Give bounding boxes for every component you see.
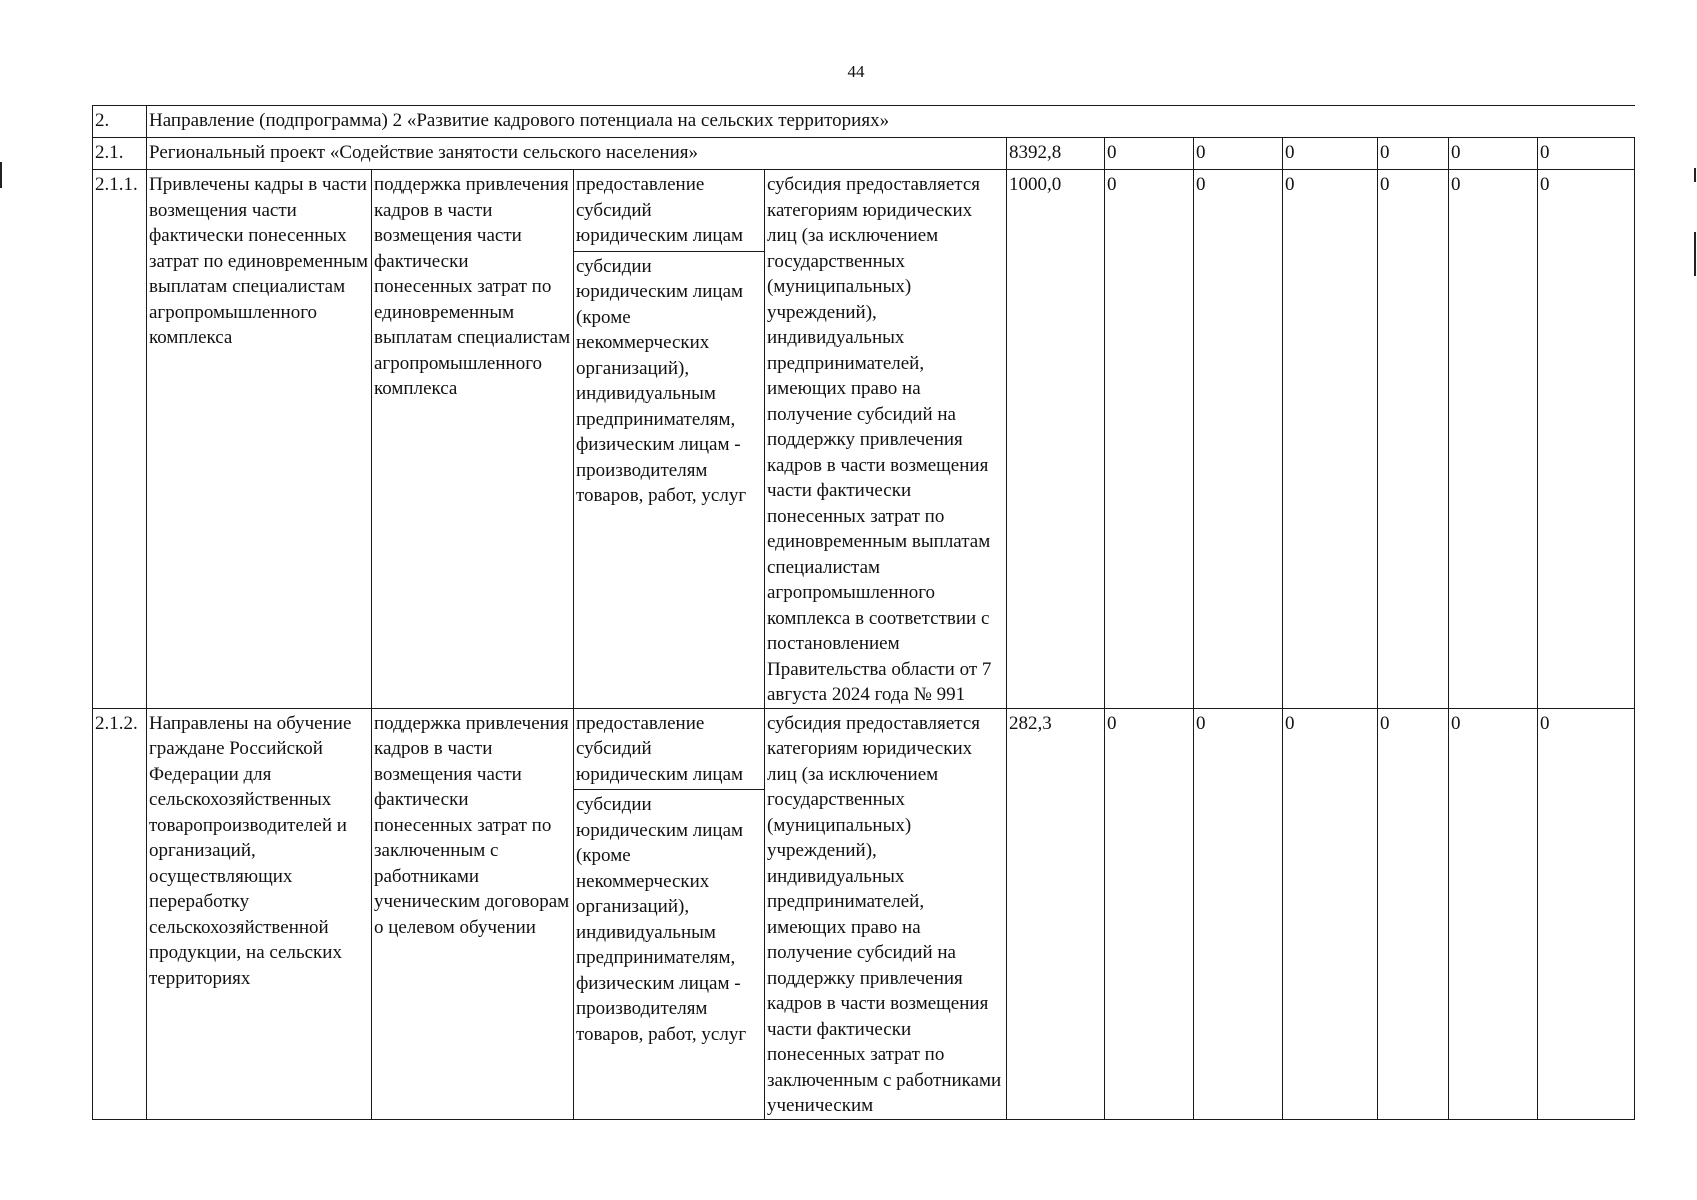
cell-task2-value-3: 0 [1194,708,1283,1119]
cell-task2-value-5: 0 [1378,708,1449,1119]
cell-project-value-4: 0 [1283,138,1378,170]
scan-mark-left [0,162,2,188]
cell-task1-value-5: 0 [1378,170,1449,709]
cell-project-value-5: 0 [1378,138,1449,170]
cell-task2-value-1: 282,3 [1007,708,1105,1119]
cell-task1-mechanism [574,170,765,709]
cell-project-num: 2.1. [93,138,147,170]
cell-task2-value-2: 0 [1105,708,1194,1119]
cell-task2-num: 2.1.2. [93,708,147,1119]
cell-task2-result: Направлены на обучение граждане Российской Федерации для сельскохозяйственных товаропроизводителей и организаций, осуществляющих переработку сельскохозяйственной продукции, на сельских территориях [147,708,372,1119]
task1-mechanism-type: предоставление субсидий юридическим лицам [574,170,764,252]
cell-direction-text: Направление (подпрограмма) 2 «Развитие кадрового потенциала на сельских территориях» [147,106,1635,138]
scan-mark-right [1694,168,1696,182]
cell-project-value-6: 0 [1449,138,1538,170]
cell-task1-value-7: 0 [1538,170,1635,709]
cell-task1-value-2: 0 [1105,170,1194,709]
cell-project-value-1: 8392,8 [1007,138,1105,170]
row-direction [93,106,1635,138]
cell-task2-description: субсидия предоставляется категориям юридических лиц (за исключением государственных (муниципальных) учреждений), индивидуальных предпринимателей, имеющих право на получение субсидий на поддержку привлечения кадров в части возмещения части фактически понесенных затрат по заключенным с работниками ученическим [765,708,1007,1119]
task2-mechanism-detail: субсидии юридическим лицам (кроме некоммерческих организаций), индивидуальным предпринимателям, физическим лицам - производителям товаров, работ, услуг [576,794,747,1045]
cell-task2-value-6: 0 [1449,708,1538,1119]
cell-task2-mechanism [574,708,765,1119]
cell-task1-num: 2.1.1. [93,170,147,709]
cell-task1-value-3: 0 [1194,170,1283,709]
cell-direction-num: 2. [93,106,147,138]
cell-task1-result: Привлечены кадры в части возмещения части фактически понесенных затрат по единовременным выплатам специалистам агропромышленного комплекса [147,170,372,709]
cell-task1-measure: поддержка привлечения кадров в части возмещения части фактически понесенных затрат по единовременным выплатам специалистам агропромышленного комплекса [372,170,574,709]
row-task-1 [93,170,1635,709]
cell-task2-value-4: 0 [1283,708,1378,1119]
row-project [93,138,1635,170]
cell-project-text: Региональный проект «Содействие занятости сельского населения» [147,138,1007,170]
cell-task1-value-4: 0 [1283,170,1378,709]
cell-task1-value-1: 1000,0 [1007,170,1105,709]
cell-task2-value-7: 0 [1538,708,1635,1119]
scan-mark-right-2 [1694,232,1696,276]
cell-task1-value-6: 0 [1449,170,1538,709]
cell-project-value-2: 0 [1105,138,1194,170]
task2-mechanism-type: предоставление субсидий юридическим лицам [574,709,764,791]
cell-task1-description: субсидия предоставляется категориям юридических лиц (за исключением государственных (муниципальных) учреждений), индивидуальных предпринимателей, имеющих право на получение субсидий на поддержку привлечения кадров в части возмещения части фактически понесенных затрат по единовременным выплатам специалистам агропромышленного комплекса в соответствии с постановлением Правительства области от 7 августа 2024 года № 991 [765,170,1007,709]
page-number: 44 [847,62,865,81]
row-task-2 [93,708,1635,1119]
program-table [92,105,1635,1120]
cell-task2-measure: поддержка привлечения кадров в части возмещения части фактически понесенных затрат по заключенным с работниками ученическим договорам о целевом обучении [372,708,574,1119]
cell-project-value-3: 0 [1194,138,1283,170]
task1-mechanism-detail: субсидии юридическим лицам (кроме некоммерческих организаций), индивидуальным предпринимателям, физическим лицам - производителям товаров, работ, услуг [576,255,747,506]
cell-project-value-7: 0 [1538,138,1635,170]
